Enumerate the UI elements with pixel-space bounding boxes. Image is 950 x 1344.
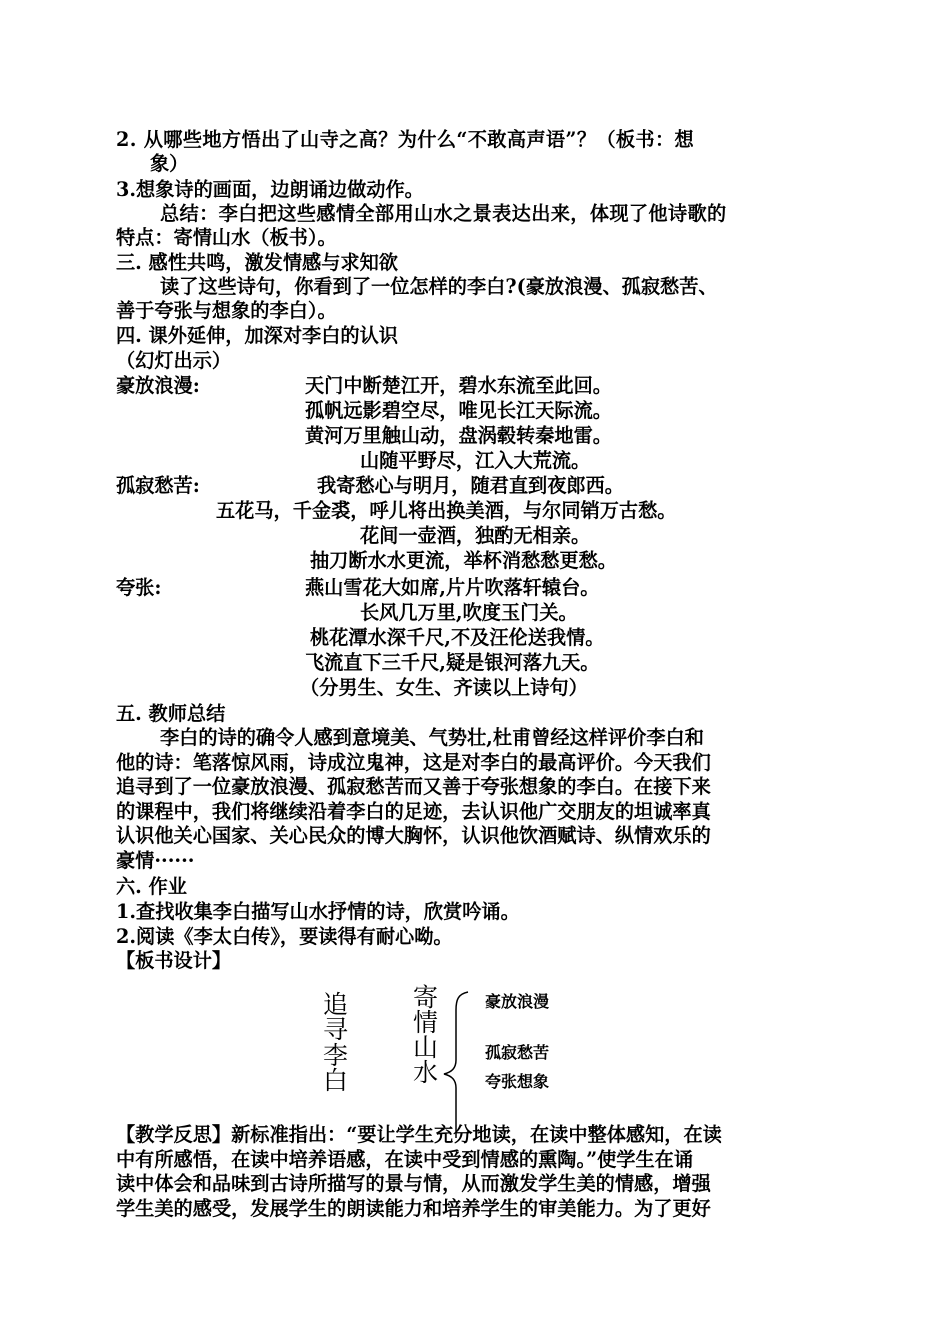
board-char: 寻 [323,1015,349,1044]
text-line: 3.想象诗的画面，边朗诵边做动作。 [116,178,424,201]
board-char: 水 [413,1058,439,1087]
poem-line: 燕山雪花大如席,片片吹落轩辕台。 [305,576,600,599]
board-char: 李 [323,1041,349,1070]
text-line: 1.查找收集李白描写山水抒情的诗，欣赏吟诵。 [116,900,520,923]
poem-line: 抽刀断水水更流，举杯消愁愁更愁。 [310,549,617,572]
text-line: 读了这些诗句，你看到了一位怎样的李白?(豪放浪漫、孤寂愁苦、 [160,275,718,298]
text-line: 读中体会和品味到古诗所描写的景与情，从而激发学生美的情感，增强 [116,1172,711,1195]
text-line: 象） [150,152,189,175]
poem-group-label: 豪放浪漫: [116,374,200,397]
text-line: 总结：李白把这些感情全部用山水之景表达出来，体现了他诗歌的 [160,202,727,225]
text-line: 豪情······ [116,849,195,872]
board-item: 豪放浪漫 [485,992,550,1011]
text-line: 他的诗：笔落惊风雨，诗成泣鬼神，这是对李白的最高评价。今天我们 [116,751,711,774]
text-line: 追寻到了一位豪放浪漫、孤寂愁苦而又善于夸张想象的李白。在接下来 [116,775,711,798]
text-line: （幻灯出示） [116,349,232,372]
poem-line: 孤帆远影碧空尽，唯见长江天际流。 [305,399,612,422]
section-heading: 三. 感性共鸣，激发情感与求知欲 [116,251,398,274]
text-line: 的课程中，我们将继续沿着李白的足迹，去认识他广交朋友的坦诚率真 [116,800,711,823]
text-line: 李白的诗的确令人感到意境美、气势壮,杜甫曾经这样评价李白和 [160,726,704,749]
poem-line: 花间一壶酒，独酌无相亲。 [360,524,591,547]
board-item: 夸张想象 [485,1072,550,1091]
board-char: 山 [413,1033,439,1062]
text-line: 特点：寄情山水（板书）。 [116,226,337,249]
text-line: 2.阅读《李太白传》，要读得有耐心呦。 [116,925,453,948]
poem-line: 黄河万里触山动，盘涡毂转秦地雷。 [305,424,612,447]
text-line: 善于夸张与想象的李白）。 [116,299,337,322]
board-char: 情 [413,1008,439,1037]
poem-line: 飞流直下三千尺,疑是银河落九天。 [305,651,600,674]
board-char: 白 [323,1066,349,1095]
board-heading: 【板书设计】 [116,949,232,972]
poem-line: 山随平野尽，江入大荒流。 [360,449,591,472]
poem-group-label: 夸张: [116,576,162,599]
brace-icon [440,990,480,1140]
text-line: 2. 从哪些地方悟出了山寺之高？为什么“不敢高声语”？（板书：想 [116,128,695,151]
poem-line: 我寄愁心与明月，随君直到夜郎西。 [317,474,624,497]
section-heading: 四. 课外延伸，加深对李白的认识 [116,324,398,347]
poem-line: 天门中断楚江开，碧水东流至此回。 [305,374,612,397]
board-item: 孤寂愁苦 [485,1043,550,1062]
poem-group-label: 孤寂愁苦: [116,474,200,497]
section-heading: 六. 作业 [116,875,187,898]
board-char: 追 [323,990,349,1019]
board-char: 寄 [413,983,439,1012]
text-line: 【教学反思】新标准指出：“要让学生充分地读，在读中整体感知，在读 [116,1123,722,1146]
text-line: 中有所感悟，在读中培养语感，在读中受到情感的熏陶。”使学生在诵 [116,1148,694,1171]
text-line: 学生美的感受，发展学生的朗读能力和培养学生的审美能力。为了更好 [116,1197,711,1220]
text-line: 认识他关心国家、关心民众的博大胸怀，认识他饮酒赋诗、纵情欢乐的 [116,824,711,847]
poem-line: 桃花潭水深千尺,不及汪伦送我情。 [310,626,605,649]
poem-line: 五花马，千金裘，呼儿将出换美酒，与尔同销万古愁。 [216,499,677,522]
poem-note: （分男生、女生、齐读以上诗句） [300,676,588,699]
poem-line: 长风几万里,吹度玉门关。 [360,601,578,624]
section-heading: 五. 教师总结 [116,702,226,725]
